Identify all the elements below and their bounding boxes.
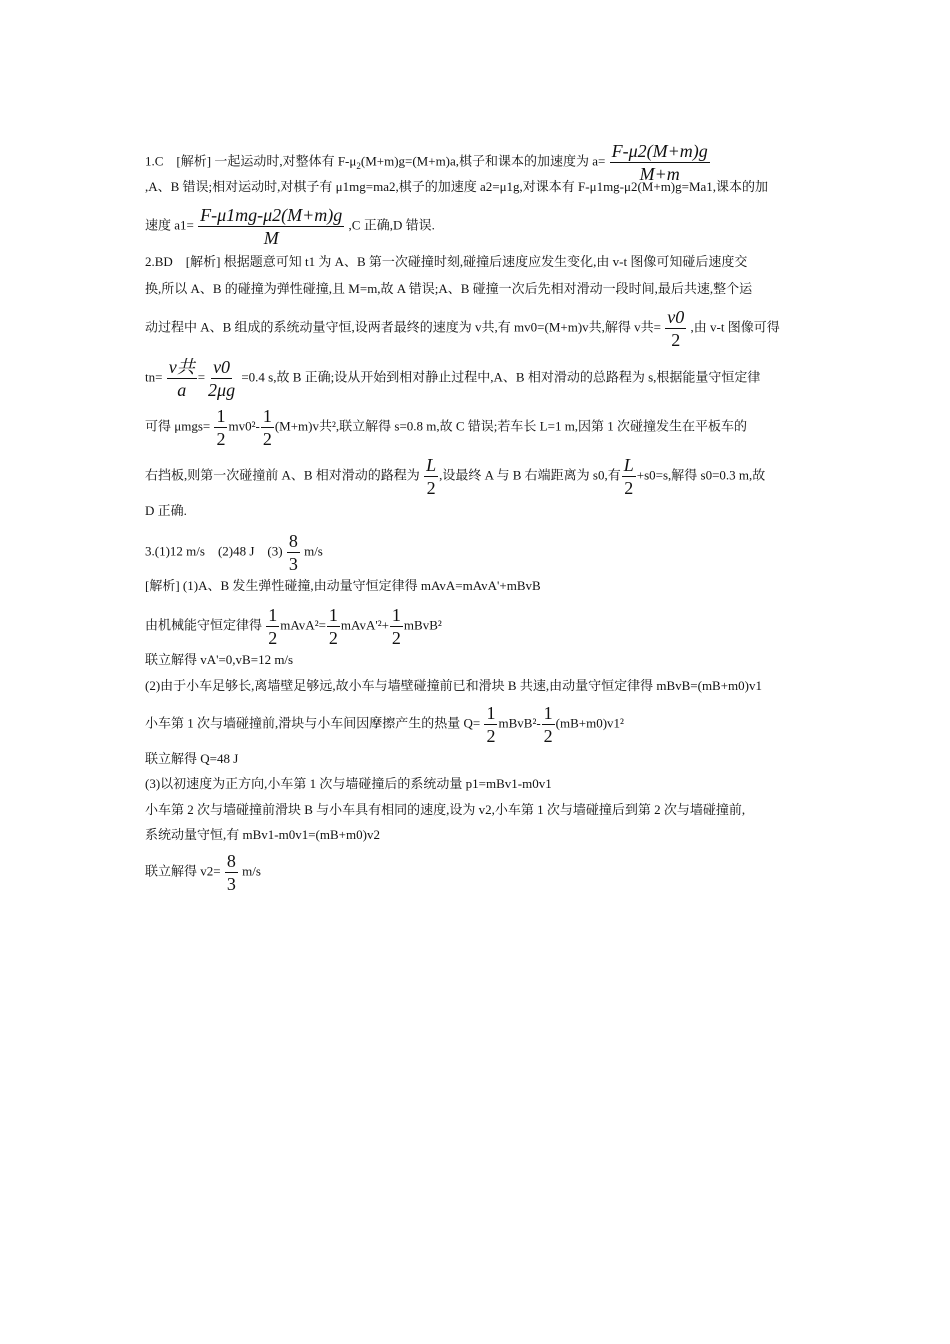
q3-half-fraction [327,604,340,649]
q1-line-2 [145,178,768,196]
q2-frac-den: a [177,380,187,400]
q3-text: 联立解得 v2= [145,863,221,879]
q2-text: 右挡板,则第一次碰撞前 A、B 相对滑动的路程为 [145,467,420,483]
q2-tn-fraction-1 [167,356,197,401]
q2-frac-den: 2 [216,429,226,449]
q2-text: 可得 μmgs= [145,418,211,434]
q3-text: 联立解得 vA'=0,vB=12 m/s [145,652,294,667]
q2-half-fraction [261,405,274,450]
q2-text: 动过程中 A、B 组成的系统动量守恒,设两者最终的速度为 v共,有 mv0=(M+m)v共,解得 v共= [145,319,661,335]
q2-frac-num: v0 [667,307,685,327]
q2-L-half-fraction [424,454,438,499]
q2-vshared-fraction [665,306,686,351]
q2-line-7 [145,502,187,520]
q3-line-2 [145,604,442,649]
q3-text: 联立解得 Q=48 J [145,751,239,766]
q1-text: 1.C [解析] 一起运动时,对整体有 F-μ [145,153,357,169]
q3-frac-num: 8 [226,851,236,871]
q3-text: [解析] (1)A、B 发生弹性碰撞,由动量守恒定律得 mAvA=mAvA'+mBvB [145,578,541,593]
q3-line-3 [145,651,293,669]
q2-text: ,设最终 A 与 B 右端距离为 s0,有 [439,467,621,483]
q3-text: mAvA'²+ [340,617,389,633]
q2-text: tn= [145,369,163,385]
q2-text: =0.4 s,故 B 正确;设从开始到相对静止过程中,A、B 相对滑动的总路程为 s,根据能量守恒定律 [241,369,761,385]
q3-line-8 [145,801,745,819]
q3-half-fraction [390,604,403,649]
q2-frac-den: 2 [426,478,436,498]
q1-text: ,A、B 错误;相对运动时,对棋子有 μ1mg=ma2,棋子的加速度 a2=μ1g,对课本有 F-μ1mg-μ2(M+m)g=Ma1,课本的加 [145,179,769,194]
q1-text: 速度 a1= [145,217,194,233]
q2-text: 2.BD [解析] 根据题意可知 t1 为 A、B 第一次碰撞时刻,碰撞后速度应发生变化,由 v-t 图像可知碰后速度交 [145,254,748,269]
q3-line-4 [145,677,762,695]
q3-line-5 [145,702,624,747]
q2-frac-num: 1 [216,406,226,426]
q2-line-2 [145,280,752,298]
q2-text: 换,所以 A、B 的碰撞为弹性碰撞,且 M=m,故 A 错误;A、B 碰撞一次后先相对滑动一段时间,最后共速,整个运 [145,281,753,296]
q3-line-9 [145,826,380,844]
q3-frac-den: 2 [391,628,401,648]
q2-frac-num: L [623,455,634,475]
q1-a1-fraction [198,204,344,249]
q1-frac-num: F-μ2(M+m)g [611,141,708,161]
q2-text: +s0=s,解得 s0=0.3 m,故 [636,467,766,483]
q3-line-10 [145,850,261,895]
q3-frac-num: 1 [268,605,278,625]
q3-text: (mB+m0)v1² [555,715,624,731]
q2-line-6 [145,454,765,499]
q3-text: m/s [238,863,261,879]
q3-text: m/s [300,543,323,559]
q3-text: (2)由于小车足够长,离墙壁足够远,故小车与墙壁碰撞前已和滑块 B 共速,由动量守恒定律得 mBvB=(mB+m0)v1 [145,678,762,693]
q2-frac-den: 2 [262,429,272,449]
q3-frac-den: 2 [328,628,338,648]
q2-frac-num: v0 [213,357,231,377]
q3-text: 系统动量守恒,有 mBv1-m0v1=(mB+m0)v2 [145,827,380,842]
q2-line-4 [145,356,760,401]
q1-line-1: 1.C [解析] 一起运动时,对整体有 $F-\mu_2(M+m)g=(M+m)a$,棋子和课本的加速度为 a= $\frac{F-\mu 2(M+m)g}{M+m}$ [145,141,708,184]
q3-frac-den: 2 [268,628,278,648]
q2-text: mv0²- [228,418,260,434]
q2-L-half-fraction [622,454,636,499]
q3-text: 由机械能守恒定律得 [145,617,263,633]
q3-frac-den: 2 [543,726,553,746]
q3-text: 小车第 2 次与墙碰撞前滑块 B 与小车具有相同的速度,设为 v2,小车第 1 次与墙碰撞后到第 2 次与墙碰撞前, [145,802,746,817]
q2-frac-den: 2μg [208,380,236,400]
q3-half-fraction [484,702,497,747]
q2-line-3 [145,306,780,351]
q3-text: mBvB²- [498,715,541,731]
q2-text: (M+m)v共²,联立解得 s=0.8 m,故 C 错误;若车长 L=1 m,因第 1 次碰撞发生在平板车的 [274,418,748,434]
q2-text: D 正确. [145,503,187,518]
q3-line-6 [145,750,238,768]
q3-text: 3.(1)12 m/s (2)48 J (3) [145,543,283,559]
q3-text: mAvA²= [280,617,326,633]
q3-frac-num: 8 [288,531,298,551]
q2-frac-den: 2 [624,478,634,498]
q3-answer-line [145,530,323,575]
q2-tn-fraction-2 [206,356,237,401]
q3-frac-num: 1 [543,703,553,723]
q3-line-7 [145,775,552,793]
q3-half-fraction [542,702,555,747]
q2-text: = [197,369,206,385]
q2-line-5 [145,405,747,450]
q3-frac-den: 2 [486,726,496,746]
q1-line-3 [145,204,435,249]
q2-frac-num: L [426,455,437,475]
q1-frac-num: F-μ1mg-μ2(M+m)g [200,205,343,225]
q3-frac-num: 1 [391,605,401,625]
q2-line-1 [145,253,747,271]
q2-frac-num: v共 [168,357,195,377]
q3-half-fraction [266,604,279,649]
q3-frac-den: 3 [226,874,236,894]
q1-text: (M+m)g=(M+m)a,棋子和课本的加速度为 a= [360,153,606,169]
q3-text: mBvB² [403,617,442,633]
q3-frac-num: 1 [328,605,338,625]
q1-frac-den: M [263,228,279,248]
q3-v2-fraction [225,850,238,895]
q1-text: ,C 正确,D 错误. [348,217,435,233]
q1-frac-den: M+m [639,164,680,184]
q3-frac-den: 3 [288,554,298,574]
q3-text: (3)以初速度为正方向,小车第 1 次与墙碰撞后的系统动量 p1=mBv1-m0v1 [145,776,552,791]
q2-text: ,由 v-t 图像可得 [690,319,780,335]
q2-frac-den: 2 [671,330,681,350]
q3-line-1 [145,577,541,595]
q2-half-fraction [214,405,227,450]
q3-frac-num: 1 [486,703,496,723]
q3-answer-fraction [287,530,300,575]
q2-frac-num: 1 [262,406,272,426]
q3-text: 小车第 1 次与墙碰撞前,滑块与小车间因摩擦产生的热量 Q= [145,715,481,731]
